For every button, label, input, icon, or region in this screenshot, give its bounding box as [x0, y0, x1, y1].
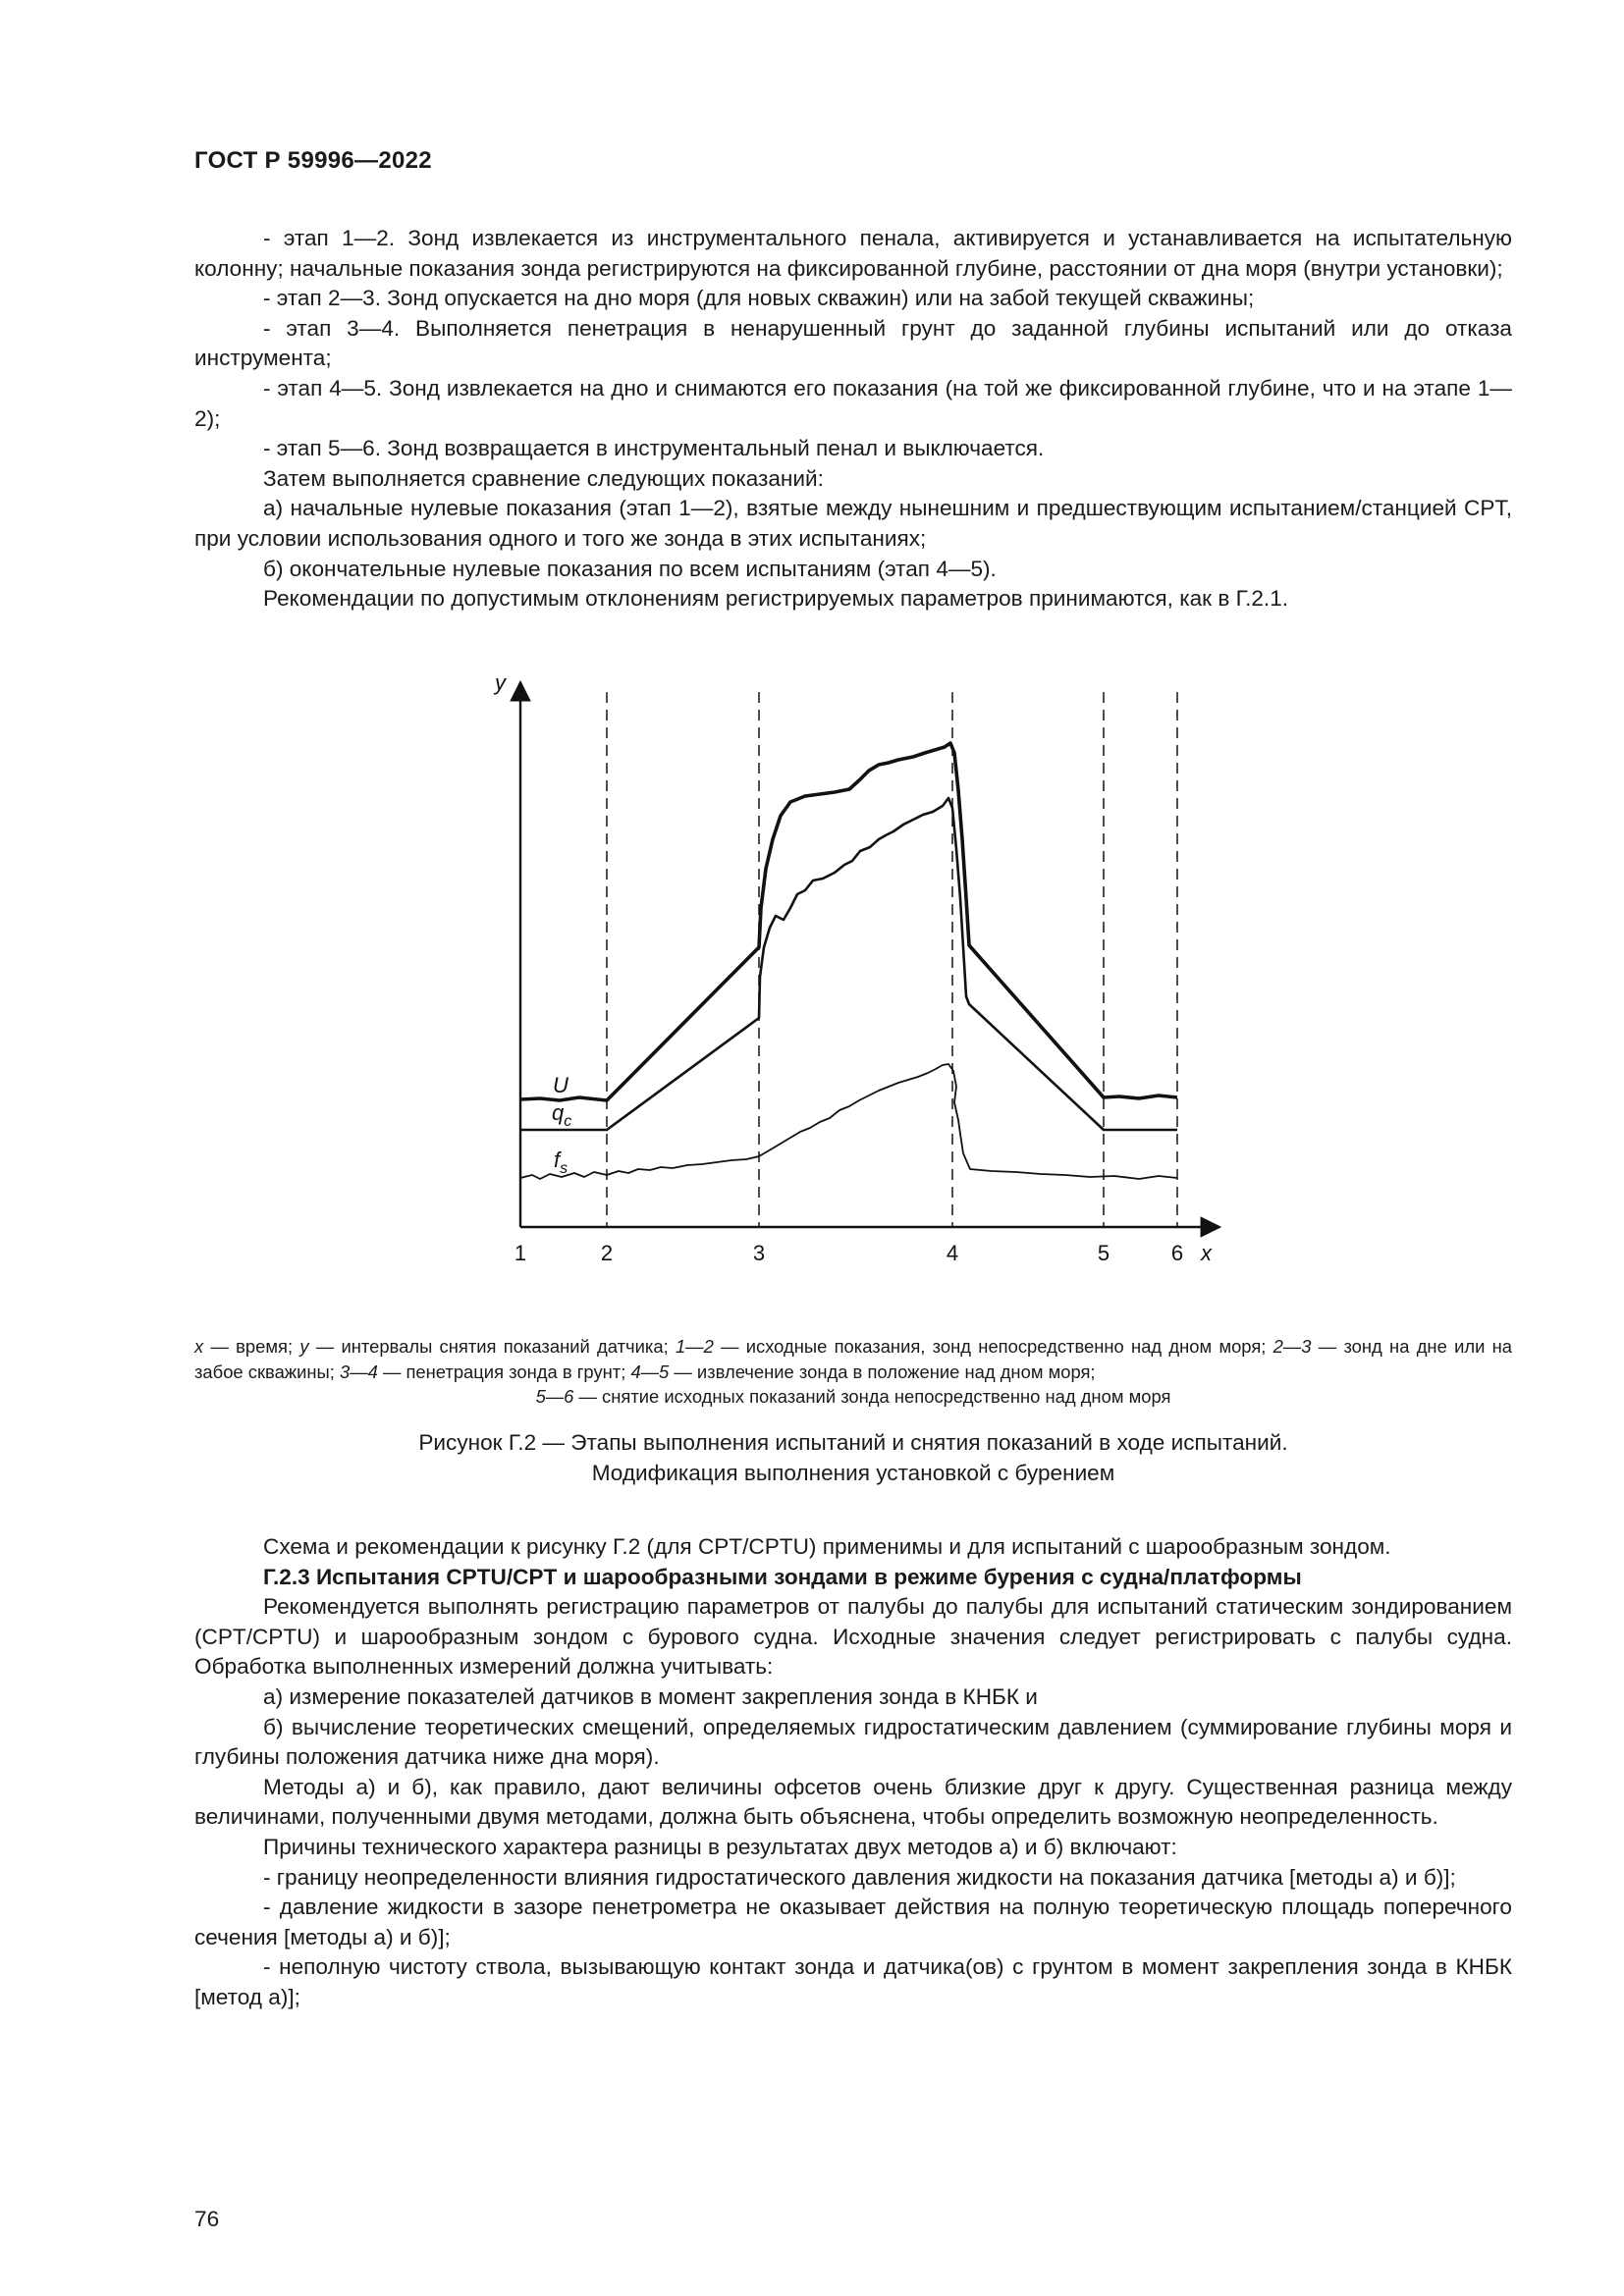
legend-x-text: — время;	[203, 1336, 300, 1357]
legend-stage12-symbol: 1—2	[675, 1336, 714, 1357]
legend-stage45-text: — извлечение зонда в положение над дном моря;	[669, 1361, 1096, 1382]
legend-stage23-text: — зонд на дне или на забое скважины;	[194, 1336, 1512, 1382]
figure-caption	[194, 1428, 1512, 1488]
paragraph: а) измерение показателей датчиков в момент закрепления зонда в КНБК и	[263, 1683, 1038, 1709]
legend-x-symbol: x	[194, 1336, 204, 1357]
curve-label-fs	[554, 1148, 568, 1177]
paragraph: б) окончательные нулевые показания по всем испытаниям (этап 4—5).	[263, 556, 997, 581]
tick-label-1: 1	[514, 1241, 527, 1265]
paragraph: Схема и рекомендации к рисунку Г.2 (для CPT/CPTU) применимы и для испытаний с шарообразным зондом.	[263, 1534, 1391, 1559]
curve-label-u: U	[553, 1073, 568, 1097]
legend-stage45-symbol: 4—5	[630, 1361, 670, 1382]
curve-label-fs-main: f	[554, 1148, 561, 1172]
paragraph: - этап 5—6. Зонд возвращается в инструментальный пенал и выключается.	[263, 436, 1045, 461]
paragraph: Затем выполняется сравнение следующих показаний:	[263, 465, 824, 491]
section-g23-text	[194, 1532, 1512, 2013]
stages-text	[194, 224, 1512, 614]
tick-label-6: 6	[1170, 1241, 1184, 1265]
paragraph: - границу неопределенности влияния гидростатического давления жидкости на показания датчика [методы а) и б)];	[263, 1864, 1456, 1890]
paragraph: Причины технического характера разницы в результатах двух методов а) и б) включают:	[263, 1834, 1177, 1859]
caption-line-1: Рисунок Г.2 — Этапы выполнения испытаний и снятия показаний в ходе испытаний.	[418, 1430, 1288, 1455]
legend-y-text: — интервалы снятия показаний датчика;	[308, 1336, 676, 1357]
paragraph: - этап 2—3. Зонд опускается на дно моря (для новых скважин) или на забой текущей скважины;	[263, 286, 1255, 311]
paragraph: - неполную чистоту ствола, вызывающую контакт зонда и датчика(ов) с грунтом в момент закрепления зонда в КНБК [метод а)];	[194, 1954, 1512, 2009]
figure-legend	[194, 1334, 1512, 1410]
legend-stage34-symbol: 3—4	[339, 1361, 378, 1382]
paragraph: - этап 1—2. Зонд извлекается из инструментального пенала, активируется и устанавливается на испытательную колонну; начальные показания зонда регистрируются на фиксированной глубине, расстоянии от дна моря (внутри установки);	[194, 226, 1512, 281]
curve-label-qc-sub: c	[564, 1113, 572, 1130]
stage-separators	[607, 692, 1177, 1227]
caption-line-2: Модификация выполнения установкой с бурением	[591, 1460, 1115, 1485]
y-axis-label: y	[495, 670, 506, 695]
paragraph: Рекомендации по допустимым отклонениям регистрируемых параметров принимаются, как в Г.2.1.	[263, 586, 1289, 612]
legend-y-symbol: y	[299, 1336, 309, 1357]
curve-label-qc-main: q	[552, 1100, 565, 1125]
tick-label-5: 5	[1097, 1241, 1110, 1265]
legend-stage34-text: — пенетрация зонда в грунт;	[377, 1361, 631, 1382]
legend-stage23-symbol: 2—3	[1272, 1336, 1312, 1357]
document-code: ГОСТ Р 59996—2022	[194, 147, 432, 174]
section-heading: Г.2.3 Испытания CPTU/CPT и шарообразными зондами в режиме бурения с судна/платформы	[263, 1564, 1302, 1589]
x-axis-label: x	[1201, 1241, 1212, 1265]
paragraph: б) вычисление теоретических смещений, определяемых гидростатическим давлением (суммирование глубины моря и глубины положения датчика ниже дна моря).	[194, 1714, 1512, 1770]
legend-last-line	[194, 1384, 1512, 1410]
paragraph: - давление жидкости в зазоре пенетрометра не оказывает действия на полную теоретическую площадь поперечного сечения [методы а) и б)];	[194, 1895, 1512, 1949]
legend-stage56-symbol: 5—6	[535, 1386, 574, 1407]
paragraph: - этап 4—5. Зонд извлекается на дно и снимаются его показания (на той же фиксированной глубине, что и на этапе 1—2);	[194, 375, 1512, 431]
tick-label-4: 4	[946, 1241, 959, 1265]
paragraph: а) начальные нулевые показания (этап 1—2), взятые между нынешним и предшествующим испытанием/станцией CPT, при условии использования одного и того же зонда в этих испытаниях;	[194, 496, 1512, 551]
curve-u	[520, 743, 1177, 1100]
paragraph: Рекомендуется выполнять регистрацию параметров от палубы до палубы для испытаний статическим зондированием (CPT/CPTU) и шарообразным зондом с бурового судна. Исходные значения следует регистрировать с палубы судна. Обработка выполненных измерений должна учитывать:	[194, 1594, 1512, 1680]
legend-stage56-text: — снятие исходных показаний зонда непосредственно над дном моря	[573, 1386, 1171, 1407]
tick-label-2: 2	[600, 1241, 614, 1265]
curve-label-qc	[552, 1100, 571, 1130]
curve-label-fs-sub: s	[560, 1160, 568, 1177]
tick-label-3: 3	[752, 1241, 766, 1265]
curve-qc	[520, 798, 1177, 1130]
paragraph: - этап 3—4. Выполняется пенетрация в ненарушенный грунт до заданной глубины испытаний или до отказа инструмента;	[194, 315, 1512, 371]
paragraph: Методы а) и б), как правило, дают величины офсетов очень близкие друг к другу. Существенная разница между величинами, полученными двумя методами, должна быть объяснена, чтобы определить возможную неопределенность.	[194, 1774, 1512, 1830]
figure-test-stages	[481, 663, 1247, 1291]
page-number: 76	[194, 2207, 220, 2231]
legend-stage12-text: — исходные показания, зонд непосредственно над дном моря;	[713, 1336, 1273, 1357]
stages-diagram	[481, 663, 1247, 1291]
